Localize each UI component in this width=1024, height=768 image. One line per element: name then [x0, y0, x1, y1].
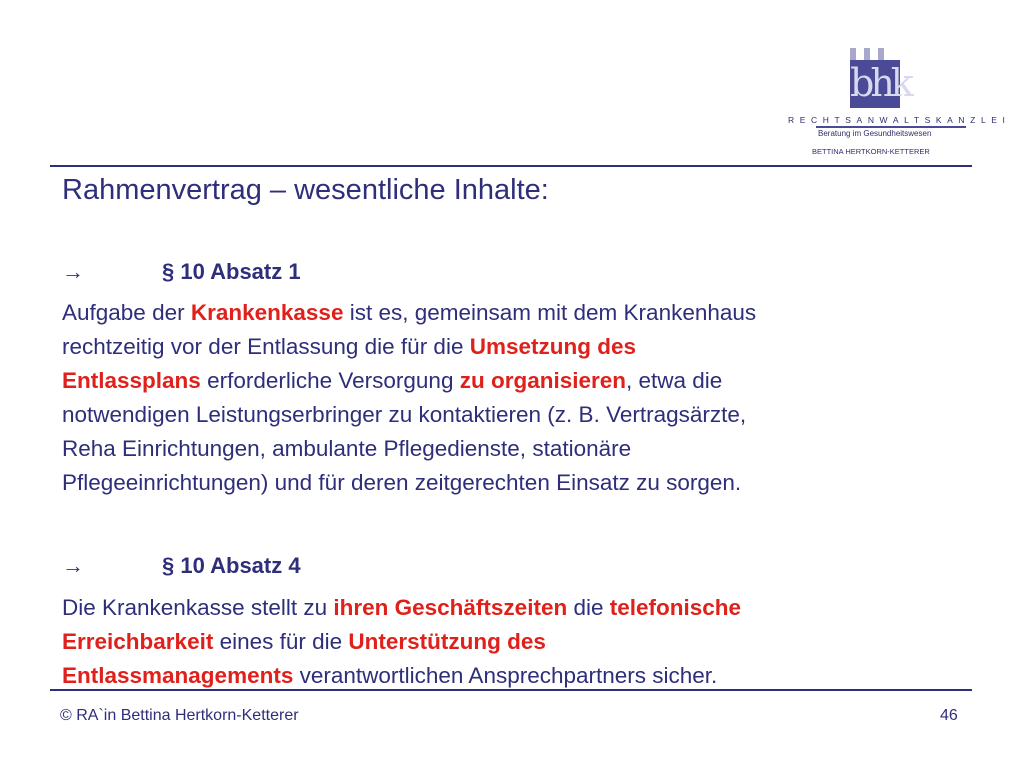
text-run: rechtzeitig vor der Entlassung die für die [62, 334, 470, 359]
section-heading-text: § 10 Absatz 1 [162, 259, 301, 284]
paragraph-line [62, 330, 962, 364]
section-paragraph-absatz-1 [62, 296, 962, 500]
paragraph-line [62, 659, 962, 693]
logo-graphic [770, 40, 970, 112]
paragraph-line [62, 296, 962, 330]
arrow-icon: → [62, 259, 84, 284]
text-run: erforderliche Versorgung [200, 368, 460, 393]
logo-tagline: Beratung im Gesundheitswesen [818, 129, 932, 138]
highlighted-term: Erreichbarkeit [62, 629, 214, 654]
text-run: Aufgabe der [62, 300, 191, 325]
highlighted-term: Unterstützung des [348, 629, 546, 654]
footer-divider [50, 689, 972, 691]
paragraph-line [62, 591, 962, 625]
text-run: Pflegeeinrichtungen) und für deren zeitgerechten Einsatz zu sorgen. [62, 470, 742, 495]
highlighted-term: Umsetzung des [469, 334, 636, 359]
highlighted-term: ihren Geschäftszeiten [333, 595, 568, 620]
highlighted-term: zu organisieren [459, 368, 627, 393]
text-run: notwendigen Leistungserbringer zu kontaktieren (z. B. Vertragsärzte, [62, 402, 747, 427]
text-run: Reha Einrichtungen, ambulante Pflegedienste, stationäre [62, 436, 632, 461]
section-heading-absatz-1 [62, 259, 301, 285]
logo-monogram: bhk [850, 61, 910, 105]
paragraph-line [62, 364, 962, 398]
paragraph-line [62, 466, 962, 500]
text-run: ist es, gemeinsam mit dem Krankenhaus [343, 300, 757, 325]
paragraph-line [62, 625, 962, 659]
text-run: Die Krankenkasse stellt zu [62, 595, 334, 620]
arrow-icon: → [62, 553, 84, 578]
paragraph-line [62, 398, 962, 432]
text-run: die [567, 595, 610, 620]
section-paragraph-absatz-4 [62, 591, 962, 693]
highlighted-term: telefonische [609, 595, 742, 620]
paragraph-line [62, 432, 962, 466]
section-heading-absatz-4 [62, 553, 301, 579]
highlighted-term: Entlassmanagements [62, 663, 294, 688]
text-run: eines für die [213, 629, 349, 654]
logo-divider [816, 126, 966, 128]
logo-owner-name: BETTINA HERTKORN-KETTERER [812, 147, 930, 156]
section-heading-text: § 10 Absatz 4 [162, 553, 301, 578]
slide-title: Rahmenvertrag – wesentliche Inhalte: [62, 174, 549, 206]
text-run: , etwa die [626, 368, 723, 393]
logo-firm-name: RECHTSANWALTSKANZLEI [788, 115, 1011, 125]
kanzlei-logo [770, 40, 1011, 160]
page-number: 46 [940, 707, 958, 724]
footer-copyright: © RA`in Bettina Hertkorn-Ketterer [60, 707, 299, 724]
text-run: verantwortlichen Ansprechpartners sicher. [293, 663, 718, 688]
highlighted-term: Krankenkasse [190, 300, 344, 325]
highlighted-term: Entlassplans [62, 368, 201, 393]
header-divider [50, 165, 972, 167]
